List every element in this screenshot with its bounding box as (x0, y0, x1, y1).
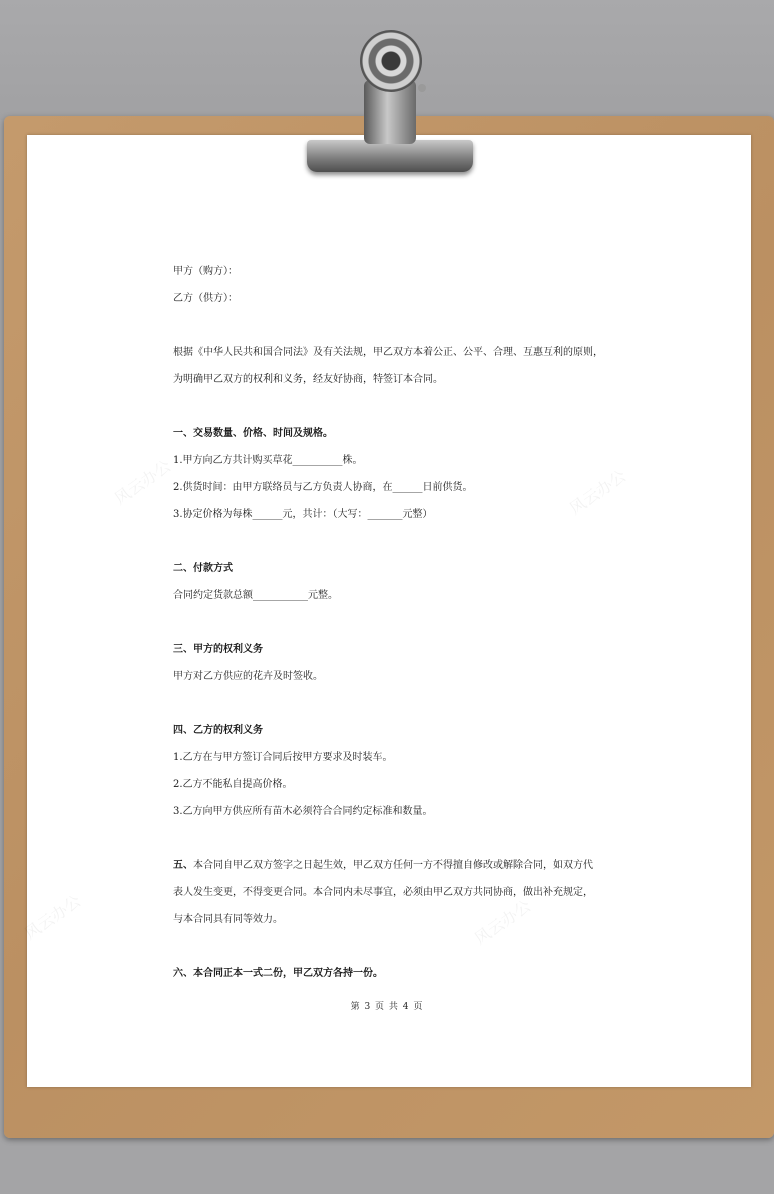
intro-line-2: 为明确甲乙双方的权利和义务，经友好协商，特签订本合同。 (173, 374, 443, 385)
section-2-text: 合同约定货款总额___________元整。 (173, 590, 338, 601)
section-1-item-2: 2.供货时间：由甲方联络员与乙方负责人协商，在______日前供货。 (173, 482, 473, 493)
section-4-item-2: 2.乙方不能私自提高价格。 (173, 779, 293, 790)
section-4-item-1: 1.乙方在与甲方签订合同后按甲方要求及时装车。 (173, 752, 393, 763)
section-1-item-3: 3.协定价格为每株______元，共计：（大写：_______元整） (173, 509, 433, 520)
intro-line-1: 根据《中华人民共和国合同法》及有关法规，甲乙双方本着公正、公平、合理、互惠互利的原则， (173, 347, 603, 358)
watermark: 风云办公 (20, 891, 85, 944)
party-b-line: 乙方（供方）： (173, 293, 238, 304)
binder-clip-base (307, 140, 473, 172)
section-6-heading: 六、本合同正本一式二份，甲乙双方各持一份。 (173, 968, 383, 979)
section-4-item-3: 3.乙方向甲方供应所有苗木必须符合合同约定标准和数量。 (173, 806, 433, 817)
section-2-heading: 二、付款方式 (173, 563, 233, 574)
section-1-heading: 一、交易数量、价格、时间及规格。 (173, 428, 333, 439)
section-3-text: 甲方对乙方供应的花卉及时签收。 (173, 671, 323, 682)
contract-body (173, 258, 613, 987)
section-4-heading: 四、乙方的权利义务 (173, 725, 263, 736)
section-5-line-3: 与本合同具有同等效力。 (173, 914, 283, 925)
watermark: 风云办公 (470, 896, 535, 949)
binder-clip-ring (360, 30, 422, 92)
section-5-number: 五、 (173, 860, 193, 871)
section-3-heading: 三、甲方的权利义务 (173, 644, 263, 655)
party-a-line: 甲方（购方）： (173, 266, 238, 277)
page-number: 第 3 页 共 4 页 (350, 1002, 424, 1012)
section-1-item-1: 1.甲方向乙方共计购买草花__________株。 (173, 455, 363, 466)
section-5-text: 本合同自甲乙双方签字之日起生效，甲乙双方任何一方不得擅自修改或解除合同，如双方代 (193, 860, 593, 871)
section-5-line-1 (173, 852, 613, 879)
binder-clip-pin (418, 84, 426, 92)
watermark: 风云办公 (565, 466, 630, 519)
watermark: 风云办公 (110, 456, 175, 509)
section-5-line-2: 表人发生变更，不得变更合同。本合同内未尽事宜，必须由甲乙双方共同协商，做出补充规定， (173, 887, 593, 898)
